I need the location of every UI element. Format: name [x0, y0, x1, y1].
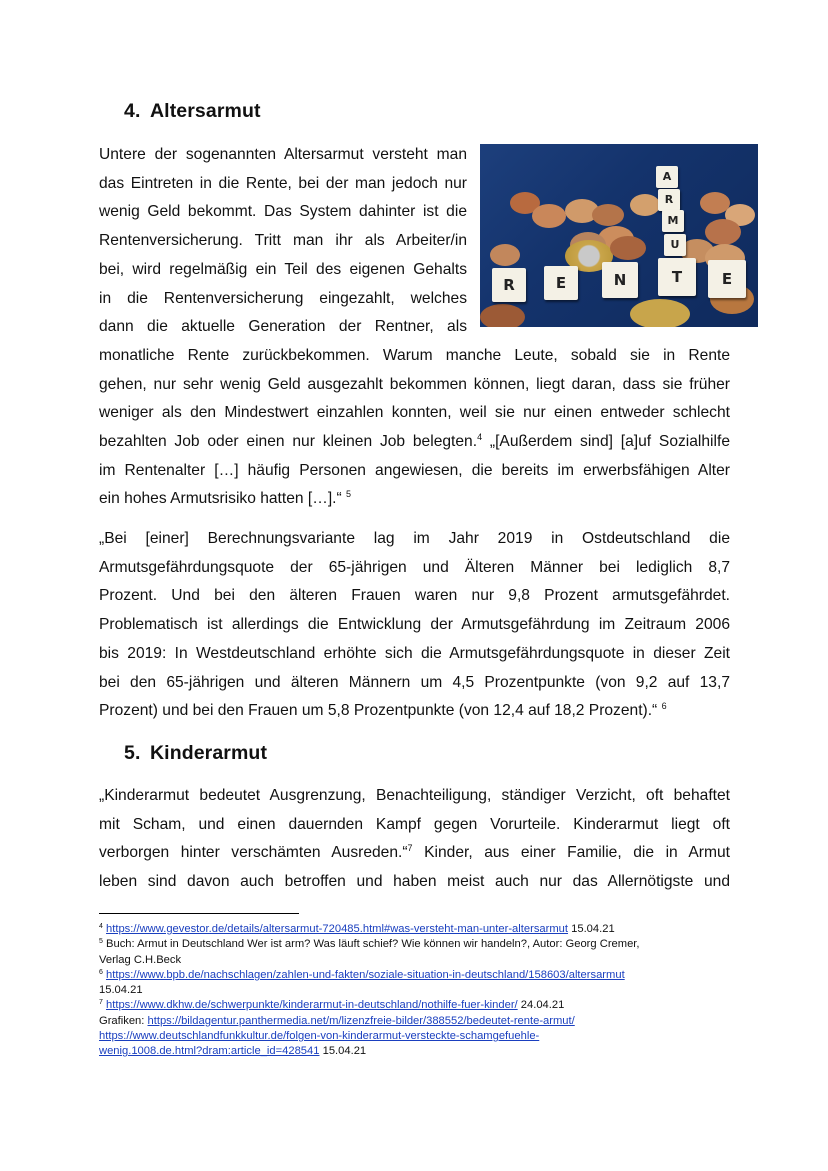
footnote-ref-5[interactable]: 5: [346, 489, 352, 500]
text-line: im Rentenalter […] häufig Personen angewiesen, die bereits im erwerbsfähigen Alter: [99, 461, 730, 479]
text-fragment: ein hohes Armutsrisiko hatten […].“: [99, 490, 347, 508]
text-line: leben sind davon auch betroffen und haben meist auch nur das Allernötigste und: [99, 873, 730, 891]
footnote-date: 24.04.21: [517, 999, 565, 1012]
letter-tile: R: [492, 268, 526, 302]
text-line: bis 2019: In Westdeutschland erhöhte sich die Armutsgefährdungsquote in dieser Zeit: [99, 644, 730, 662]
text-fragment: „[Außerdem sind] [a]uf Sozialhilfe: [482, 433, 730, 451]
armutsgefaehrdung-quote-paragraph: [99, 525, 730, 726]
footnote-ref-7[interactable]: 7: [407, 843, 413, 854]
footnote-number: 4: [99, 923, 103, 930]
text-line: [99, 697, 730, 726]
letter-tile: E: [708, 260, 746, 298]
footnote-date: 15.04.21: [568, 923, 615, 935]
footnote-5-cont: Verlag C.H.Beck: [99, 953, 182, 966]
section-number: 5.: [124, 742, 141, 764]
footnote-date: 15.04.21: [99, 984, 143, 997]
footnote-separator: [99, 913, 299, 914]
grafiken-label: Grafiken:: [99, 1014, 148, 1027]
text-line: Problematisch ist allerdings die Entwicklung der Armutsgefährdung im Zeitraum 2006: [99, 616, 730, 634]
text-line: [99, 428, 730, 457]
footnote-7-link[interactable]: https://www.dkhw.de/schwerpunkte/kinderarmut-in-deutschland/nothilfe-fuer-kinder/: [106, 999, 518, 1012]
footnote-4: [99, 922, 739, 937]
grafiken-line: [99, 1014, 739, 1029]
coin: [490, 244, 520, 266]
coin: [592, 204, 624, 226]
text-line: Untere der sogenannten Altersarmut versteht man: [99, 146, 467, 163]
grafiken-link-2-cont[interactable]: wenig.1008.de.html?dram:article_id=428541: [99, 1045, 320, 1058]
text-line: „Kinderarmut bedeutet Ausgrenzung, Benachteiligung, ständiger Verzicht, oft behaftet: [99, 787, 730, 804]
footnotes: [99, 922, 739, 1060]
text-line: das Eintreten in die Rente, bei der man jedoch nur: [99, 174, 467, 192]
footnote-ref-6[interactable]: 6: [661, 701, 667, 712]
letter-tile: A: [656, 166, 678, 188]
footnote-7: [99, 998, 739, 1013]
text-line: Rentenversicherung. Tritt man ihr als Arbeiter/in: [99, 232, 467, 250]
text-fragment: bezahlten Job oder einen nur kleinen Job belegten.: [99, 433, 478, 451]
text-line: bei den 65-jährigen und älteren Männern um 4,5 Prozentpunkte (von 9,2 auf 13,7: [99, 673, 730, 691]
letter-tile: N: [602, 262, 638, 298]
section-title: Kinderarmut: [150, 742, 268, 764]
coin: [480, 304, 525, 327]
grafiken-link-2-line1: [99, 1029, 739, 1044]
footnote-text: Buch: Armut in Deutschland Wer ist arm? Was läuft schief? Wie können wir handeln?, Autor: Georg Cremer,: [106, 938, 640, 951]
text-line: „Bei [einer] Berechnungsvariante lag im Jahr 2019 in Ostdeutschland die: [99, 530, 730, 547]
coin: [610, 236, 646, 260]
grafiken-link-1[interactable]: https://bildagentur.panthermedia.net/m/lizenzfreie-bilder/388552/bedeutet-rente-armut/: [147, 1014, 575, 1027]
section-title: Altersarmut: [150, 100, 261, 122]
text-line: Prozent. Und bei den älteren Frauen waren nur 9,8 Prozent armutsgefährdet.: [99, 587, 730, 605]
text-line: Armutsgefährdungsquote der 65-jährigen und Älteren Männer bei lediglich 8,7: [99, 558, 730, 576]
footnote-ref-4[interactable]: 4: [477, 432, 483, 443]
coin: [532, 204, 566, 228]
rente-armut-image: [480, 144, 758, 327]
text-line: [99, 839, 730, 868]
letter-tile: R: [658, 189, 680, 211]
section-4-heading: [124, 100, 261, 123]
footnote-number: 6: [99, 968, 103, 976]
footnote-4-link[interactable]: https://www.gevestor.de/details/altersarmut-720485.html#was-versteht-man-unter-altersarmut: [106, 923, 569, 935]
letter-tile: T: [658, 258, 696, 296]
letter-tile: E: [544, 266, 578, 300]
coin: [630, 299, 690, 327]
text-line: bei, wird regelmäßig ein Teil des eigenen Gehalts: [99, 260, 467, 278]
text-line: mit Scham, und einen dauernden Kampf gegen Vorurteile. Kinderarmut liegt oft: [99, 815, 730, 833]
footnote-6: [99, 968, 739, 983]
kinderarmut-paragraph: [99, 782, 730, 897]
text-line: weniger als den Mindestwert einzahlen konnten, weil sie nur einen entweder schlecht: [99, 404, 730, 422]
text-fragment: verborgen hinter verschämten Ausreden.“: [99, 844, 408, 862]
grafiken-link-2[interactable]: https://www.deutschlandfunkkultur.de/folgen-von-kinderarmut-versteckte-schamgefuehle-: [99, 1030, 540, 1043]
text-fragment: Prozent) und bei den Frauen um 5,8 Prozentpunkte (von 12,4 auf 18,2 Prozent).“: [99, 702, 662, 720]
letter-tile: U: [664, 234, 686, 256]
section-number: 4.: [124, 100, 141, 122]
footnote-5: [99, 937, 739, 952]
grafiken-link-2-line2: [99, 1044, 739, 1059]
text-line: wenig Geld bekommt. Das System dahinter ist die: [99, 203, 467, 221]
letter-tile: M: [662, 210, 684, 232]
text-line: dann die aktuelle Generation der Rentner, als: [99, 318, 467, 336]
footnote-date: 15.04.21: [319, 1045, 367, 1058]
text-line: monatliche Rente zurückbekommen. Warum manche Leute, sobald sie in Rente: [99, 346, 730, 364]
footnote-number: 5: [99, 938, 103, 946]
coin: [705, 219, 741, 245]
text-line: [99, 485, 730, 514]
coin: [630, 194, 660, 216]
text-line: in die Rentenversicherung eingezahlt, welches: [99, 289, 467, 307]
section-5-heading: [124, 742, 267, 765]
text-line: gehen, nur sehr wenig Geld ausgezahlt bekommen können, liegt daran, dass sie früher: [99, 375, 730, 393]
footnote-number: 7: [99, 999, 103, 1007]
text-fragment: Kinder, aus einer Familie, die in Armut: [412, 844, 730, 862]
footnote-6-link[interactable]: https://www.bpb.de/nachschlagen/zahlen-und-fakten/soziale-situation-in-deutschland/158603/altersarmut: [106, 968, 625, 981]
